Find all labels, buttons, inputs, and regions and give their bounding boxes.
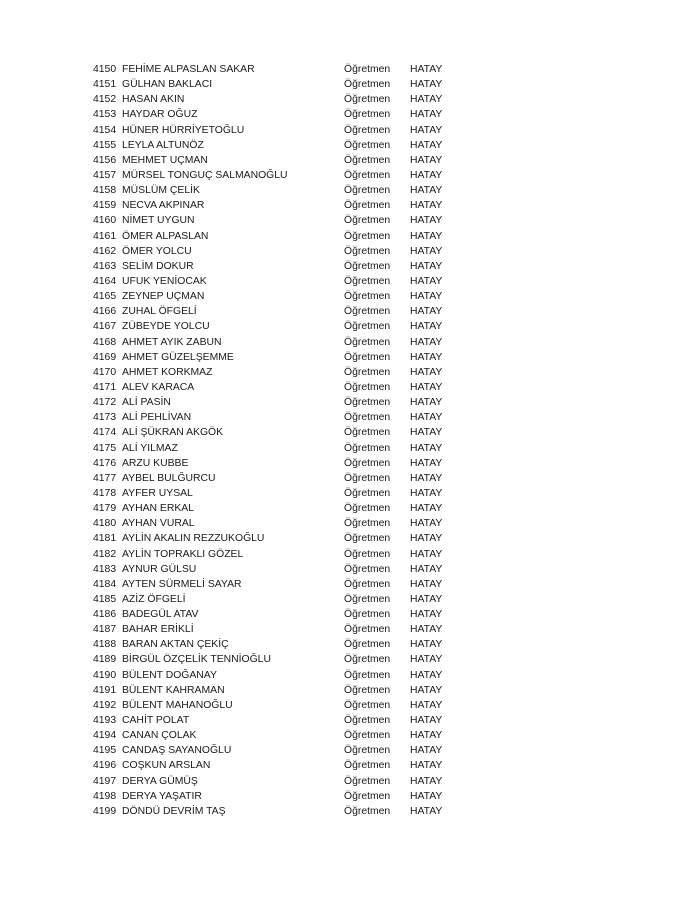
role-label: Öğretmen <box>344 472 391 484</box>
city-label: HATAY <box>410 154 443 166</box>
role-label: Öğretmen <box>344 397 391 409</box>
person-name: AHMET AYIK ZABUN <box>122 336 222 348</box>
role-label: Öğretmen <box>344 94 391 106</box>
role-label: Öğretmen <box>344 366 391 378</box>
role-label: Öğretmen <box>344 805 391 817</box>
role-label: Öğretmen <box>344 306 391 318</box>
role-label: Öğretmen <box>344 291 391 303</box>
row-number: 4163 <box>93 260 117 272</box>
role-label: Öğretmen <box>344 639 391 651</box>
row-number: 4158 <box>93 185 117 197</box>
city-label: HATAY <box>410 715 443 727</box>
role-label: Öğretmen <box>344 503 391 515</box>
row-number: 4175 <box>93 442 117 454</box>
list-row <box>93 774 453 789</box>
row-number: 4185 <box>93 593 117 605</box>
row-number: 4182 <box>93 548 117 560</box>
row-number: 4186 <box>93 609 117 621</box>
role-label: Öğretmen <box>344 245 391 257</box>
role-label: Öğretmen <box>344 139 391 151</box>
list-row <box>93 229 453 244</box>
role-label: Öğretmen <box>344 760 391 772</box>
city-label: HATAY <box>410 291 443 303</box>
row-number: 4184 <box>93 578 117 590</box>
city-label: HATAY <box>410 169 443 181</box>
role-label: Öğretmen <box>344 64 391 75</box>
row-number: 4198 <box>93 790 117 802</box>
row-number: 4154 <box>93 124 117 136</box>
person-name: AYHAN VURAL <box>122 518 195 530</box>
person-name: AYBEL BULĞURCU <box>122 472 216 484</box>
list-row <box>93 365 453 380</box>
city-label: HATAY <box>410 351 443 363</box>
role-label: Öğretmen <box>344 548 391 560</box>
row-number: 4173 <box>93 412 117 424</box>
city-label: HATAY <box>410 245 443 257</box>
list-row <box>93 441 453 456</box>
person-name: BÜLENT MAHANOĞLU <box>122 699 233 711</box>
role-label: Öğretmen <box>344 321 391 333</box>
row-number: 4171 <box>93 381 117 393</box>
list-row <box>93 289 453 304</box>
list-row <box>93 107 453 122</box>
person-name: DÖNDÜ DEVRİM TAŞ <box>122 805 226 817</box>
role-label: Öğretmen <box>344 275 391 287</box>
person-name: DERYA GÜMÜŞ <box>122 775 198 787</box>
person-name: MÜRSEL TONGUÇ SALMANOĞLU <box>122 169 288 181</box>
city-label: HATAY <box>410 457 443 469</box>
person-name: AHMET GÜZELŞEMME <box>122 351 234 363</box>
role-label: Öğretmen <box>344 790 391 802</box>
role-label: Öğretmen <box>344 654 391 666</box>
list-row <box>93 456 453 471</box>
city-label: HATAY <box>410 593 443 605</box>
person-name: UFUK YENİOCAK <box>122 275 207 287</box>
role-label: Öğretmen <box>344 124 391 136</box>
city-label: HATAY <box>410 760 443 772</box>
city-label: HATAY <box>410 64 443 75</box>
row-number: 4176 <box>93 457 117 469</box>
city-label: HATAY <box>410 472 443 484</box>
person-name: NİMET UYGUN <box>122 215 195 227</box>
list-row <box>93 743 453 758</box>
list-row <box>93 562 453 577</box>
person-name: ALİ YILMAZ <box>122 442 178 454</box>
role-label: Öğretmen <box>344 427 391 439</box>
row-number: 4168 <box>93 336 117 348</box>
row-number: 4179 <box>93 503 117 515</box>
row-number: 4162 <box>93 245 117 257</box>
list-row <box>93 380 453 395</box>
role-label: Öğretmen <box>344 518 391 530</box>
row-number: 4199 <box>93 805 117 817</box>
person-name: ÖMER YOLCU <box>122 245 192 257</box>
role-label: Öğretmen <box>344 487 391 499</box>
list-row <box>93 592 453 607</box>
list-row <box>93 395 453 410</box>
person-name: AYFER UYSAL <box>122 487 193 499</box>
city-label: HATAY <box>410 412 443 424</box>
person-name: AZİZ ÖFGELİ <box>122 593 186 605</box>
person-name: CAHİT POLAT <box>122 715 190 727</box>
row-number: 4178 <box>93 487 117 499</box>
person-name: NECVA AKPINAR <box>122 200 205 212</box>
city-label: HATAY <box>410 548 443 560</box>
role-label: Öğretmen <box>344 351 391 363</box>
list-row <box>93 547 453 562</box>
row-number: 4161 <box>93 230 117 242</box>
person-name: ZÜBEYDE YOLCU <box>122 321 210 333</box>
row-number: 4191 <box>93 684 117 696</box>
list-row <box>93 698 453 713</box>
list-row <box>93 138 453 153</box>
role-label: Öğretmen <box>344 442 391 454</box>
city-label: HATAY <box>410 699 443 711</box>
role-label: Öğretmen <box>344 457 391 469</box>
list-row <box>93 713 453 728</box>
role-label: Öğretmen <box>344 154 391 166</box>
person-name: AHMET KORKMAZ <box>122 366 213 378</box>
city-label: HATAY <box>410 487 443 499</box>
city-label: HATAY <box>410 397 443 409</box>
list-row <box>93 335 453 350</box>
city-label: HATAY <box>410 563 443 575</box>
city-label: HATAY <box>410 775 443 787</box>
row-number: 4156 <box>93 154 117 166</box>
row-number: 4190 <box>93 669 117 681</box>
row-number: 4189 <box>93 654 117 666</box>
row-number: 4166 <box>93 306 117 318</box>
role-label: Öğretmen <box>344 775 391 787</box>
list-row <box>93 789 453 804</box>
city-label: HATAY <box>410 336 443 348</box>
list-row <box>93 683 453 698</box>
role-label: Öğretmen <box>344 79 391 91</box>
person-name: HÜNER HÜRRİYETOĞLU <box>122 124 245 136</box>
row-number: 4170 <box>93 366 117 378</box>
role-label: Öğretmen <box>344 624 391 636</box>
row-number: 4181 <box>93 533 117 545</box>
role-label: Öğretmen <box>344 715 391 727</box>
list-row <box>93 471 453 486</box>
row-number: 4160 <box>93 215 117 227</box>
role-label: Öğretmen <box>344 381 391 393</box>
person-name: ARZU KUBBE <box>122 457 189 469</box>
person-name: LEYLA ALTUNÖZ <box>122 139 204 151</box>
person-name: AYHAN ERKAL <box>122 503 194 515</box>
list-row <box>93 198 453 213</box>
city-label: HATAY <box>410 275 443 287</box>
city-label: HATAY <box>410 730 443 742</box>
city-label: HATAY <box>410 185 443 197</box>
city-label: HATAY <box>410 805 443 817</box>
role-label: Öğretmen <box>344 336 391 348</box>
list-row <box>93 516 453 531</box>
row-number: 4169 <box>93 351 117 363</box>
list-row <box>93 153 453 168</box>
row-number: 4172 <box>93 397 117 409</box>
row-number: 4153 <box>93 109 117 121</box>
city-label: HATAY <box>410 609 443 621</box>
person-name: BARAN AKTAN ÇEKİÇ <box>122 639 229 651</box>
role-label: Öğretmen <box>344 593 391 605</box>
city-label: HATAY <box>410 745 443 757</box>
row-number: 4187 <box>93 624 117 636</box>
person-name: ZUHAL ÖFGELİ <box>122 306 197 318</box>
city-label: HATAY <box>410 624 443 636</box>
list-row <box>93 350 453 365</box>
city-label: HATAY <box>410 79 443 91</box>
role-label: Öğretmen <box>344 215 391 227</box>
person-name: AYLİN TOPRAKLI GÖZEL <box>122 548 244 560</box>
role-label: Öğretmen <box>344 609 391 621</box>
city-label: HATAY <box>410 109 443 121</box>
list-row <box>93 259 453 274</box>
row-number: 4165 <box>93 291 117 303</box>
role-label: Öğretmen <box>344 699 391 711</box>
list-row <box>93 668 453 683</box>
role-label: Öğretmen <box>344 169 391 181</box>
role-label: Öğretmen <box>344 200 391 212</box>
person-name: ALİ PEHLİVAN <box>122 412 192 424</box>
list-row <box>93 183 453 198</box>
person-name: ALİ ŞÜKRAN AKGÖK <box>122 427 224 439</box>
role-label: Öğretmen <box>344 730 391 742</box>
role-label: Öğretmen <box>344 230 391 242</box>
row-number: 4167 <box>93 321 117 333</box>
list-row <box>93 274 453 289</box>
city-label: HATAY <box>410 200 443 212</box>
row-number: 4159 <box>93 200 117 212</box>
person-name: MEHMET UÇMAN <box>122 154 208 166</box>
person-name: SELİM DOKUR <box>122 260 194 272</box>
role-label: Öğretmen <box>344 185 391 197</box>
city-label: HATAY <box>410 427 443 439</box>
list-row <box>93 425 453 440</box>
list-row <box>93 804 453 819</box>
person-name: BÜLENT DOĞANAY <box>122 669 217 681</box>
person-name: DERYA YAŞATIR <box>122 790 202 802</box>
row-number: 4188 <box>93 639 117 651</box>
city-label: HATAY <box>410 215 443 227</box>
person-name: CANAN ÇOLAK <box>122 730 197 742</box>
person-name: BADEGÜL ATAV <box>122 609 199 621</box>
list-row <box>93 319 453 334</box>
list-row <box>93 77 453 92</box>
role-label: Öğretmen <box>344 578 391 590</box>
person-name: BİRGÜL ÖZÇELİK TENNİOĞLU <box>122 654 271 666</box>
list-row <box>93 92 453 107</box>
city-label: HATAY <box>410 684 443 696</box>
list-row <box>93 213 453 228</box>
person-name: HASAN AKIN <box>122 94 185 106</box>
row-number: 4180 <box>93 518 117 530</box>
city-label: HATAY <box>410 321 443 333</box>
row-number: 4197 <box>93 775 117 787</box>
role-label: Öğretmen <box>344 412 391 424</box>
city-label: HATAY <box>410 139 443 151</box>
city-label: HATAY <box>410 366 443 378</box>
city-label: HATAY <box>410 669 443 681</box>
row-number: 4174 <box>93 427 117 439</box>
city-label: HATAY <box>410 639 443 651</box>
row-number: 4196 <box>93 760 117 772</box>
list-row <box>93 758 453 773</box>
city-label: HATAY <box>410 578 443 590</box>
row-number: 4157 <box>93 169 117 181</box>
person-name: GÜLHAN BAKLACI <box>122 79 213 91</box>
role-label: Öğretmen <box>344 533 391 545</box>
city-label: HATAY <box>410 260 443 272</box>
role-label: Öğretmen <box>344 109 391 121</box>
city-label: HATAY <box>410 442 443 454</box>
city-label: HATAY <box>410 306 443 318</box>
row-number: 4151 <box>93 79 117 91</box>
city-label: HATAY <box>410 503 443 515</box>
role-label: Öğretmen <box>344 260 391 272</box>
city-label: HATAY <box>410 518 443 530</box>
city-label: HATAY <box>410 94 443 106</box>
city-label: HATAY <box>410 124 443 136</box>
person-name: AYNUR GÜLSU <box>122 563 197 575</box>
person-name: MÜSLÜM ÇELİK <box>122 185 200 197</box>
row-number: 4164 <box>93 275 117 287</box>
person-name: BAHAR ERİKLİ <box>122 624 194 636</box>
list-row <box>93 622 453 637</box>
row-number: 4195 <box>93 745 117 757</box>
person-name: AYTEN SÜRMELİ SAYAR <box>122 578 242 590</box>
row-number: 4192 <box>93 699 117 711</box>
role-label: Öğretmen <box>344 669 391 681</box>
person-name: ZEYNEP UÇMAN <box>122 291 205 303</box>
list-row <box>93 62 453 77</box>
list-row <box>93 168 453 183</box>
teacher-list <box>93 62 453 819</box>
list-row <box>93 728 453 743</box>
list-row <box>93 637 453 652</box>
row-number: 4155 <box>93 139 117 151</box>
person-name: BÜLENT KAHRAMAN <box>122 684 225 696</box>
person-name: ALİ PASİN <box>122 397 171 409</box>
row-number: 4194 <box>93 730 117 742</box>
person-name: ALEV KARACA <box>122 381 195 393</box>
list-row <box>93 410 453 425</box>
city-label: HATAY <box>410 533 443 545</box>
list-row <box>93 244 453 259</box>
person-name: COŞKUN ARSLAN <box>122 760 211 772</box>
list-row <box>93 486 453 501</box>
role-label: Öğretmen <box>344 563 391 575</box>
list-row <box>93 304 453 319</box>
person-name: HAYDAR OĞUZ <box>122 109 198 121</box>
row-number: 4183 <box>93 563 117 575</box>
role-label: Öğretmen <box>344 745 391 757</box>
city-label: HATAY <box>410 790 443 802</box>
list-row <box>93 501 453 516</box>
row-number: 4150 <box>93 64 117 75</box>
row-number: 4193 <box>93 715 117 727</box>
list-row <box>93 531 453 546</box>
person-name: ÖMER ALPASLAN <box>122 230 209 242</box>
city-label: HATAY <box>410 230 443 242</box>
list-row <box>93 577 453 592</box>
row-number: 4152 <box>93 94 117 106</box>
person-name: FEHİME ALPASLAN SAKAR <box>122 64 255 75</box>
city-label: HATAY <box>410 654 443 666</box>
city-label: HATAY <box>410 381 443 393</box>
list-row <box>93 652 453 667</box>
list-row <box>93 607 453 622</box>
person-name: AYLİN AKALIN REZZUKOĞLU <box>122 533 265 545</box>
row-number: 4177 <box>93 472 117 484</box>
role-label: Öğretmen <box>344 684 391 696</box>
list-row <box>93 123 453 138</box>
person-name: CANDAŞ SAYANOĞLU <box>122 745 232 757</box>
